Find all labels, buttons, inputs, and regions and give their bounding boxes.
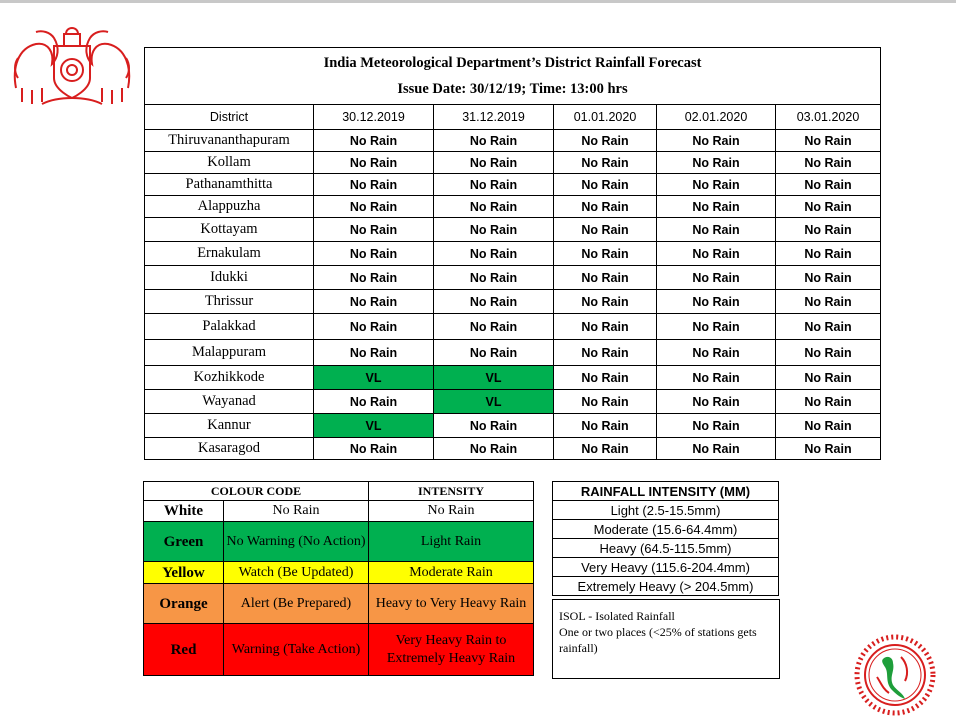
forecast-cell: No Rain [314,218,434,242]
colour-row-red [144,624,534,676]
forecast-cell: No Rain [554,340,657,366]
table-row [145,366,881,390]
forecast-cell: No Rain [434,340,554,366]
forecast-cell: No Rain [554,390,657,414]
colour-row-green [144,522,534,562]
district-name: Pathanamthitta [145,174,314,196]
forecast-cell-green: VL [314,414,434,438]
forecast-cell: No Rain [776,290,881,314]
forecast-cell: No Rain [314,152,434,174]
district-name: Alappuzha [145,196,314,218]
colour-intensity: Light Rain [369,522,534,562]
forecast-cell: No Rain [314,242,434,266]
colour-row-white [144,501,534,522]
forecast-cell: No Rain [554,242,657,266]
forecast-cell: No Rain [314,130,434,152]
forecast-cell: No Rain [657,266,776,290]
colour-name: Red [144,624,224,676]
forecast-cell: No Rain [554,290,657,314]
forecast-cell: No Rain [314,266,434,290]
forecast-cell: No Rain [434,290,554,314]
colour-intensity: Very Heavy Rain to Extremely Heavy Rain [369,624,534,676]
forecast-cell: No Rain [554,266,657,290]
intensity-item: Light (2.5-15.5mm) [553,501,779,520]
rainfall-intensity-header: RAINFALL INTENSITY (MM) [553,482,779,501]
forecast-cell-green: VL [434,390,554,414]
district-name: Ernakulam [145,242,314,266]
colour-name: Yellow [144,562,224,584]
forecast-cell: No Rain [554,174,657,196]
intensity-header: INTENSITY [369,482,534,501]
forecast-cell: No Rain [776,314,881,340]
colour-action: No Warning (No Action) [224,522,369,562]
forecast-cell: No Rain [314,174,434,196]
forecast-cell: No Rain [776,196,881,218]
forecast-cell: No Rain [434,266,554,290]
table-row [145,218,881,242]
forecast-cell: No Rain [776,218,881,242]
table-row [145,340,881,366]
forecast-cell: No Rain [554,438,657,460]
colour-code-table [143,481,534,676]
forecast-cell: No Rain [434,242,554,266]
intensity-item: Heavy (64.5-115.5mm) [553,539,779,558]
forecast-cell: No Rain [776,266,881,290]
table-row [145,314,881,340]
forecast-cell: No Rain [657,242,776,266]
forecast-cell: No Rain [434,218,554,242]
forecast-cell: No Rain [434,152,554,174]
column-header: 01.01.2020 [554,105,657,130]
district-name: Thiruvananthapuram [145,130,314,152]
forecast-table [144,47,881,460]
table-row [145,390,881,414]
colour-row-orange [144,584,534,624]
colour-code-header: COLOUR CODE [144,482,369,501]
forecast-cell: No Rain [776,152,881,174]
issue-date: Issue Date: 30/12/19; Time: 13:00 hrs [397,81,628,97]
colour-action: Warning (Take Action) [224,624,369,676]
forecast-cell: No Rain [554,366,657,390]
table-title [145,48,881,105]
forecast-cell: No Rain [434,414,554,438]
forecast-cell: No Rain [434,314,554,340]
isol-definition: ISOL - Isolated Rainfall [559,609,675,623]
district-name: Kozhikkode [145,366,314,390]
colour-name: Green [144,522,224,562]
forecast-cell: No Rain [776,414,881,438]
forecast-cell: No Rain [657,290,776,314]
forecast-cell: No Rain [776,242,881,266]
forecast-cell: No Rain [776,340,881,366]
colour-name: Orange [144,584,224,624]
forecast-cell: No Rain [554,130,657,152]
district-name: Kottayam [145,218,314,242]
colour-action: Watch (Be Updated) [224,562,369,584]
column-header: District [145,105,314,130]
isol-note [552,599,780,679]
intensity-item: Extremely Heavy (> 204.5mm) [553,577,779,596]
column-header: 03.01.2020 [776,105,881,130]
forecast-cell: No Rain [314,390,434,414]
forecast-cell: No Rain [554,414,657,438]
colour-action: No Rain [224,501,369,522]
forecast-cell-green: VL [434,366,554,390]
isol-description: One or two places (<25% of stations gets rainfall) [559,625,757,655]
colour-intensity: No Rain [369,501,534,522]
forecast-title: India Meteorological Department’s District Rainfall Forecast [323,55,702,71]
forecast-cell: No Rain [554,314,657,340]
top-divider [0,0,956,3]
forecast-cell: No Rain [434,196,554,218]
forecast-cell: No Rain [657,366,776,390]
kerala-state-emblem-icon [8,18,136,108]
colour-row-yellow [144,562,534,584]
forecast-cell: No Rain [657,174,776,196]
imd-logo-icon [853,633,937,717]
forecast-cell: No Rain [657,152,776,174]
forecast-cell: No Rain [657,414,776,438]
rainfall-intensity-table [552,481,779,596]
district-name: Wayanad [145,390,314,414]
forecast-cell: No Rain [314,196,434,218]
table-row [145,196,881,218]
forecast-cell: No Rain [314,438,434,460]
district-name: Kannur [145,414,314,438]
column-header: 02.01.2020 [657,105,776,130]
table-row [145,152,881,174]
column-header: 30.12.2019 [314,105,434,130]
forecast-cell: No Rain [657,314,776,340]
forecast-cell: No Rain [776,366,881,390]
table-row [145,130,881,152]
district-name: Kasaragod [145,438,314,460]
forecast-cell: No Rain [434,130,554,152]
intensity-item: Very Heavy (115.6-204.4mm) [553,558,779,577]
forecast-cell: No Rain [657,130,776,152]
district-name: Thrissur [145,290,314,314]
colour-intensity: Moderate Rain [369,562,534,584]
district-name: Palakkad [145,314,314,340]
forecast-cell: No Rain [776,130,881,152]
district-name: Idukki [145,266,314,290]
forecast-cell: No Rain [776,438,881,460]
column-header: 31.12.2019 [434,105,554,130]
forecast-cell: No Rain [657,340,776,366]
table-row [145,438,881,460]
forecast-cell: No Rain [657,218,776,242]
forecast-cell: No Rain [314,314,434,340]
forecast-cell: No Rain [554,152,657,174]
forecast-cell: No Rain [776,174,881,196]
forecast-cell: No Rain [657,196,776,218]
forecast-cell: No Rain [776,390,881,414]
district-name: Kollam [145,152,314,174]
table-row [145,174,881,196]
forecast-cell: No Rain [657,438,776,460]
forecast-cell: No Rain [314,340,434,366]
table-row [145,414,881,438]
forecast-cell: No Rain [554,218,657,242]
table-row [145,242,881,266]
colour-action: Alert (Be Prepared) [224,584,369,624]
intensity-item: Moderate (15.6-64.4mm) [553,520,779,539]
header-row [145,105,881,130]
forecast-cell: No Rain [657,390,776,414]
table-row [145,290,881,314]
forecast-cell: No Rain [434,438,554,460]
colour-name: White [144,501,224,522]
forecast-cell-green: VL [314,366,434,390]
forecast-cell: No Rain [434,174,554,196]
forecast-cell: No Rain [554,196,657,218]
forecast-cell: No Rain [314,290,434,314]
table-row [145,266,881,290]
district-name: Malappuram [145,340,314,366]
colour-intensity: Heavy to Very Heavy Rain [369,584,534,624]
